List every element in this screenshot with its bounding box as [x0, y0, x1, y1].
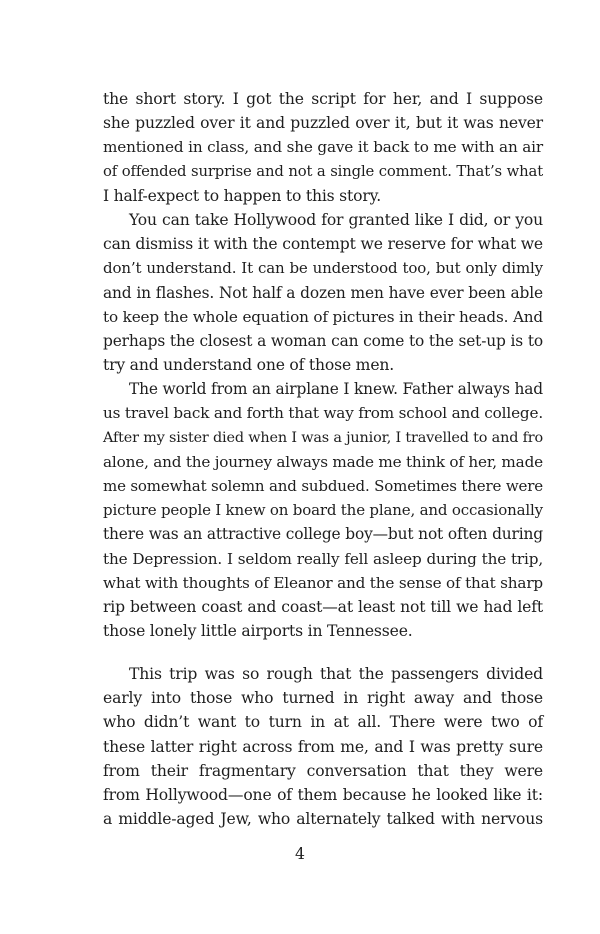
- text-block-upper: [103, 87, 543, 643]
- text-line: I half-expect to happen to this story.: [103, 186, 382, 205]
- text-line: early into those who turned in right away and those: [103, 689, 543, 708]
- text-line: don’t understand. It can be understood too, but only dimly: [103, 259, 543, 278]
- text-line: picture people I knew on board the plane, and occasionally: [103, 501, 543, 520]
- text-line: these latter right across from me, and I was pretty sure: [103, 737, 543, 756]
- page-number: 4: [295, 845, 305, 863]
- text-line: the short story. I got the script for her, and I suppose: [103, 90, 543, 108]
- text-line: After my sister died when I was a junior, I travelled to and fro: [103, 429, 543, 446]
- text-line: perhaps the closest a woman can come to the set-up is to: [103, 331, 543, 350]
- text-line: alone, and the journey always made me think of her, made: [103, 452, 543, 471]
- text-block-lower: [103, 662, 543, 831]
- text-line: try and understand one of those men.: [103, 356, 395, 375]
- text-line: us travel back and forth that way from school and college.: [103, 404, 543, 423]
- text-line: who didn’t want to turn in at all. There were two of: [103, 713, 543, 732]
- text-line: those lonely little airports in Tennessee.: [103, 622, 413, 641]
- text-line: me somewhat solemn and subdued. Sometimes there were: [103, 477, 543, 495]
- text-line: This trip was so rough that the passengers divided: [129, 665, 543, 683]
- text-line: mentioned in class, and she gave it back to me with an air: [103, 138, 543, 157]
- text-line: from their fragmentary conversation that they were: [103, 761, 543, 780]
- text-line: and in flashes. Not half a dozen men have ever been able: [103, 283, 543, 302]
- text-line: what with thoughts of Eleanor and the sense of that sharp: [103, 573, 543, 592]
- text-line: can dismiss it with the contempt we reserve for what we: [103, 235, 543, 254]
- text-line: rip between coast and coast—at least not till we had left: [103, 597, 543, 616]
- text-line: You can take Hollywood for granted like I did, or you: [129, 210, 543, 229]
- text-line: to keep the whole equation of pictures in their heads. And: [103, 307, 543, 326]
- text-line: of offended surprise and not a single comment. That’s what: [103, 162, 543, 180]
- text-line: from Hollywood—one of them because he looked like it:: [103, 785, 543, 804]
- text-line: the Depression. I seldom really fell asleep during the trip,: [103, 549, 543, 568]
- text-line: a middle-aged Jew, who alternately talked with nervous: [103, 810, 543, 829]
- text-line: she puzzled over it and puzzled over it, but it was never: [103, 114, 543, 133]
- text-line: there was an attractive college boy—but not often during: [103, 525, 543, 544]
- text-line: The world from an airplane I knew. Father always had: [129, 380, 543, 399]
